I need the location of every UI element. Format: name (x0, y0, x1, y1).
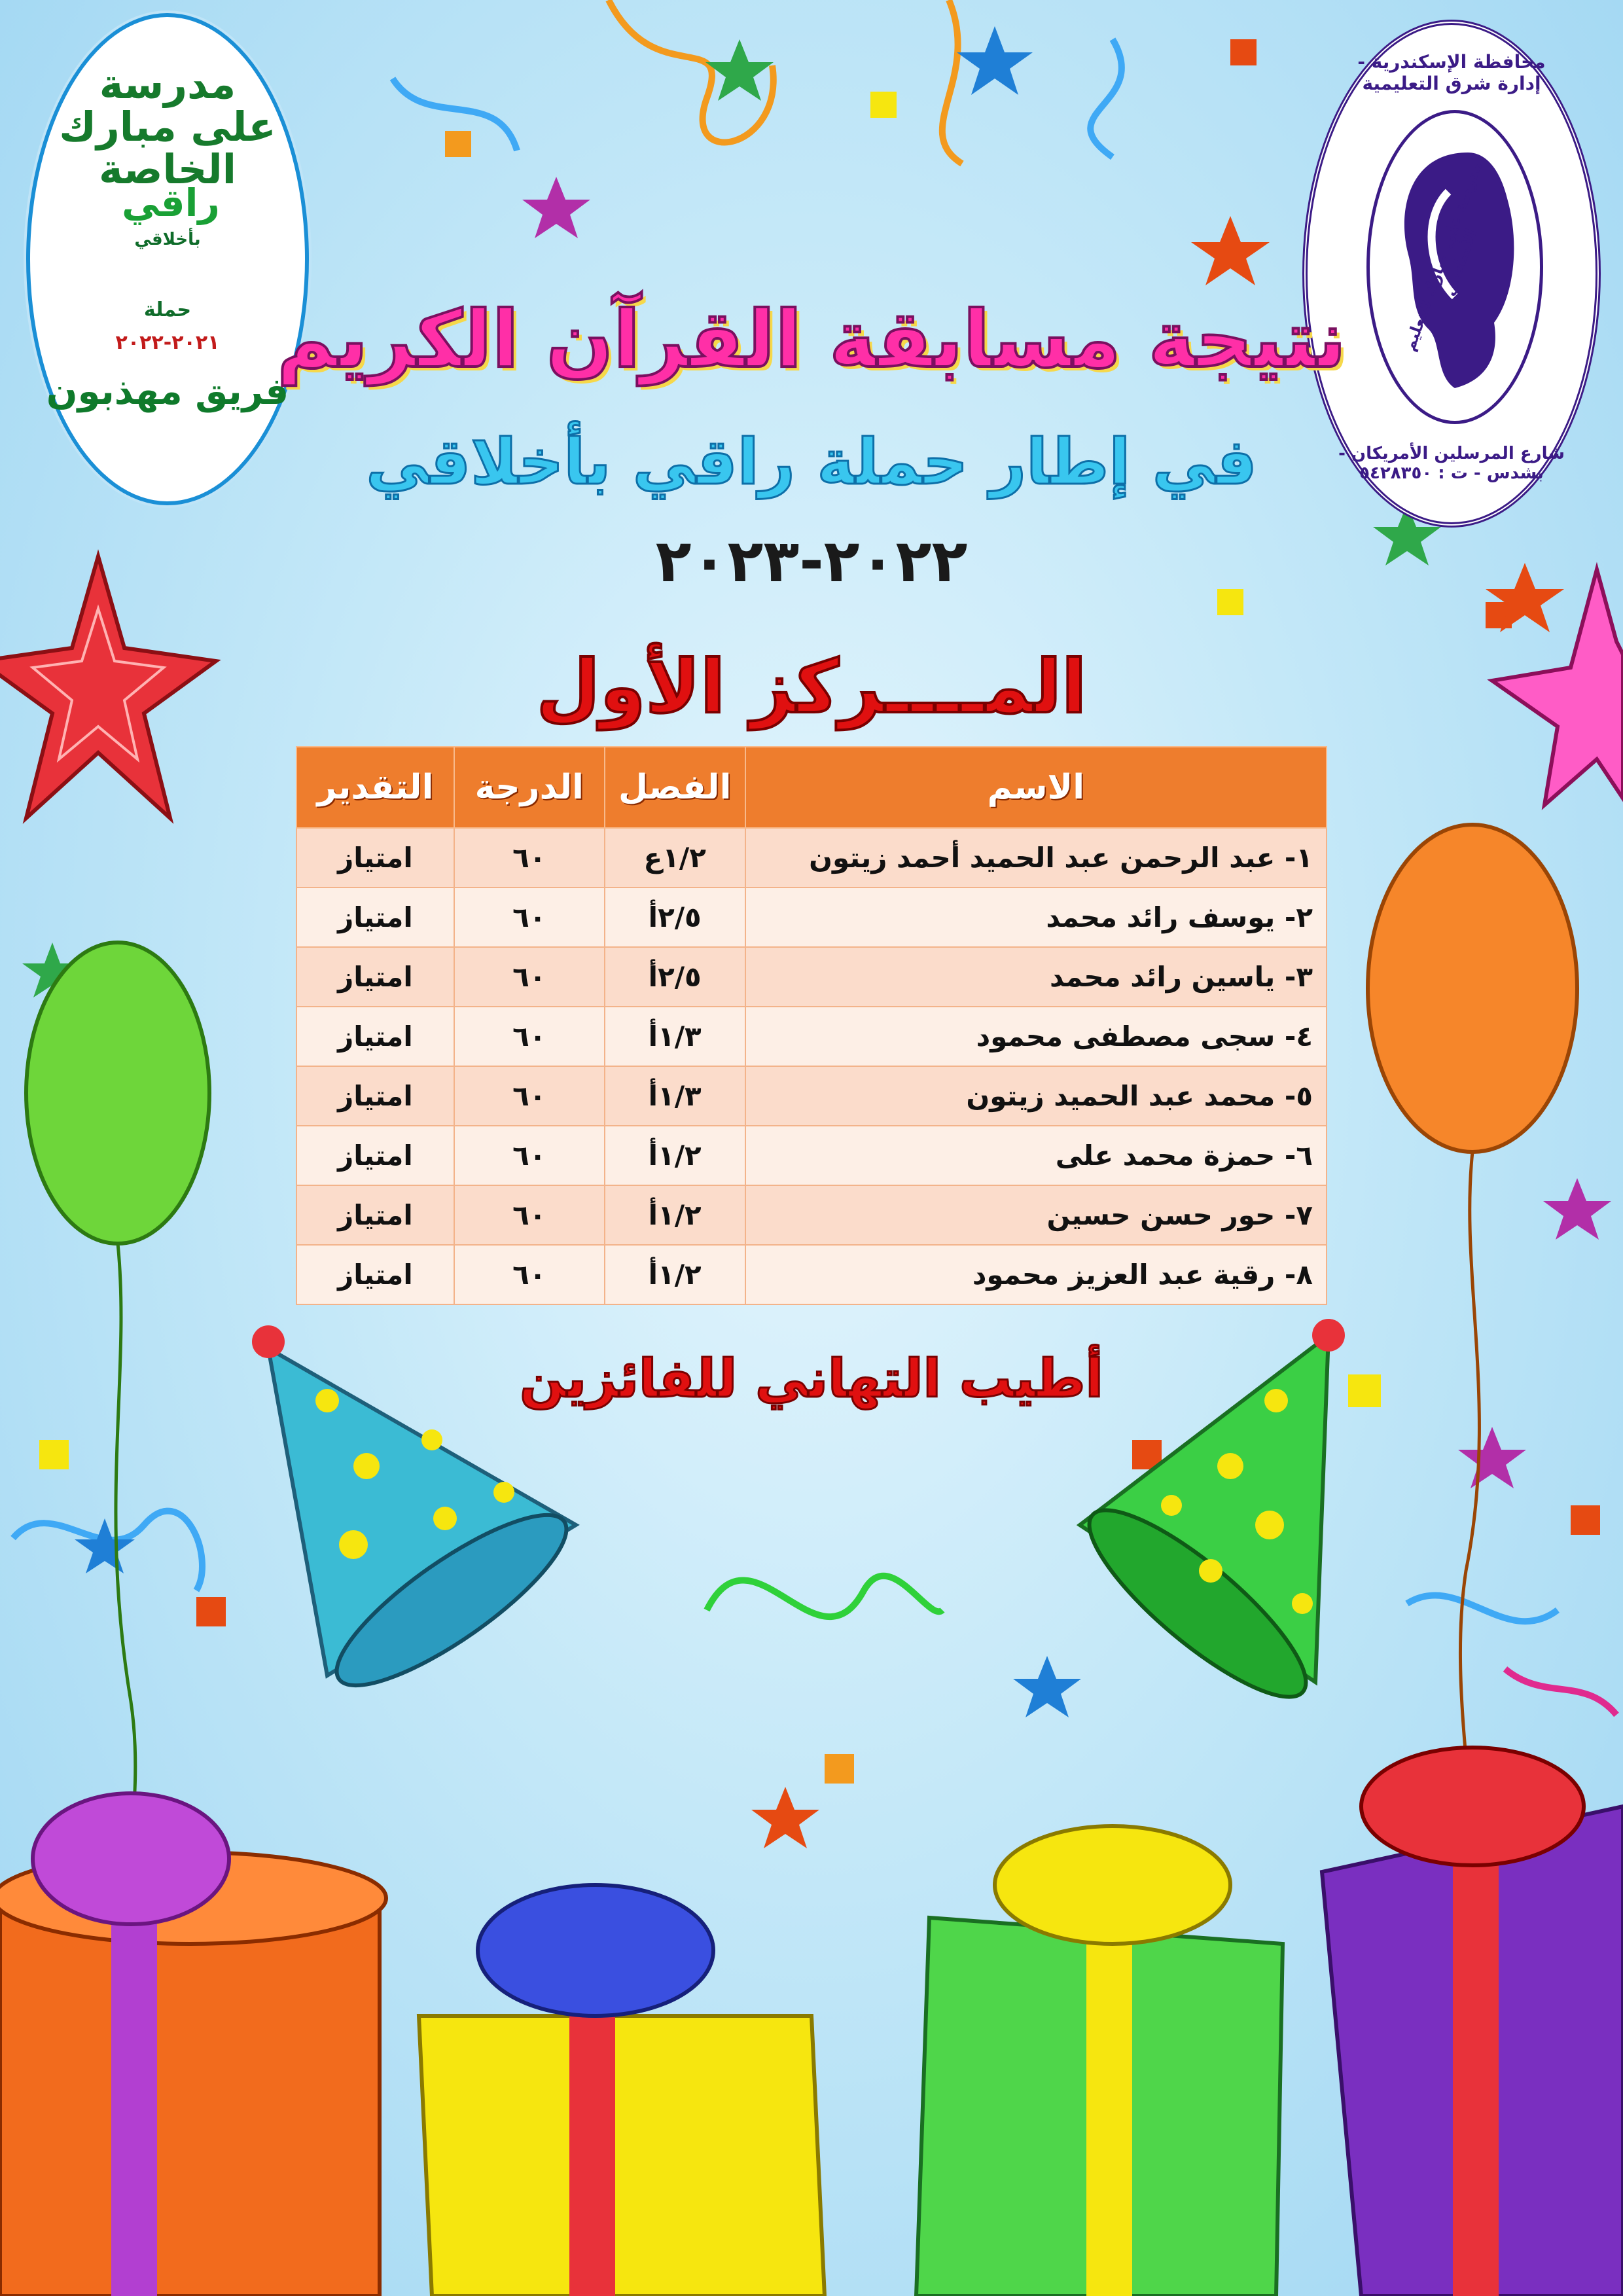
student-name: ٢- يوسف رائد محمد (745, 888, 1327, 947)
student-class: ١/٢أ (605, 1126, 745, 1185)
table-row (296, 1126, 1327, 1185)
header-rating: التقدير (296, 747, 454, 828)
table-header-row (296, 747, 1327, 828)
academic-year: ٢٠٢٢-٢٠٢٣ (655, 527, 968, 596)
student-name: ٣- ياسين رائد محمد (745, 947, 1327, 1007)
table-row (296, 1007, 1327, 1066)
raqi-logo-subtext: بأخلاقي (134, 230, 201, 249)
table-row (296, 1245, 1327, 1304)
student-name: ٥- محمد عبد الحميد زيتون (745, 1066, 1327, 1126)
student-name: ٧- حور حسن حسين (745, 1185, 1327, 1245)
table-row (296, 1185, 1327, 1245)
student-name: ٦- حمزة محمد على (745, 1126, 1327, 1185)
table-row (296, 947, 1327, 1007)
seal-side-text: مدرسة على مبارك للتعليم الأساسي (1400, 158, 1486, 353)
student-name: ٤- سجى مصطفى محمود (745, 1007, 1327, 1066)
student-rating: امتياز (296, 828, 454, 888)
student-class: ١/٢أ (605, 1245, 745, 1304)
student-rating: امتياز (296, 1066, 454, 1126)
table-row (296, 888, 1327, 947)
student-rating: امتياز (296, 947, 454, 1007)
student-class: ٢/٥أ (605, 888, 745, 947)
results-table (296, 746, 1327, 1305)
student-grade: ٦٠ (454, 947, 605, 1007)
student-grade: ٦٠ (454, 1245, 605, 1304)
page-title: نتيجة مسابقة القرآن الكريم (277, 295, 1346, 386)
student-rating: امتياز (296, 1185, 454, 1245)
campaign-years: ٢٠٢١-٢٠٢٢ (115, 331, 220, 354)
campaign-label: حملة (143, 298, 192, 321)
student-rating: امتياز (296, 1007, 454, 1066)
student-class: ١/٢أ (605, 1185, 745, 1245)
student-class: ١/٣أ (605, 1007, 745, 1066)
table-row (296, 828, 1327, 888)
page-subtitle: في إطار حملة راقي بأخلاقي (366, 425, 1257, 499)
student-name: ١- عبد الرحمن عبد الحميد أحمد زيتون (745, 828, 1327, 888)
student-grade: ٦٠ (454, 888, 605, 947)
school-name: مدرسة على مبارك الخاصة (59, 60, 276, 194)
student-rating: امتياز (296, 888, 454, 947)
raqi-logo-text: راقي (122, 181, 220, 225)
student-grade: ٦٠ (454, 1126, 605, 1185)
student-grade: ٦٠ (454, 1066, 605, 1126)
student-rating: امتياز (296, 1245, 454, 1304)
header-name: الاسم (745, 747, 1327, 828)
student-class: ٢/٥أ (605, 947, 745, 1007)
header-class: الفصل (605, 747, 745, 828)
student-grade: ٦٠ (454, 1185, 605, 1245)
seal-top-text: محافظة الإسكندرية - إدارة شرق التعليمية (1357, 51, 1546, 94)
student-name: ٨- رقية عبد العزيز محمود (745, 1245, 1327, 1304)
team-name: فريق مهذبون (46, 370, 289, 413)
congratulations-text: أطيب التهاني للفائزين (520, 1348, 1103, 1409)
student-grade: ٦٠ (454, 1007, 605, 1066)
table-row (296, 1066, 1327, 1126)
student-grade: ٦٠ (454, 828, 605, 888)
student-class: ١/٢ع (605, 828, 745, 888)
place-heading: المــــركز الأول (536, 645, 1087, 730)
student-class: ١/٣أ (605, 1066, 745, 1126)
seal-bottom-text: شارع المرسلين الأمريكان - بشدس - ت : ٥٤٢٨٣٥٠ (1338, 444, 1565, 483)
header-grade: الدرجة (454, 747, 605, 828)
student-rating: امتياز (296, 1126, 454, 1185)
